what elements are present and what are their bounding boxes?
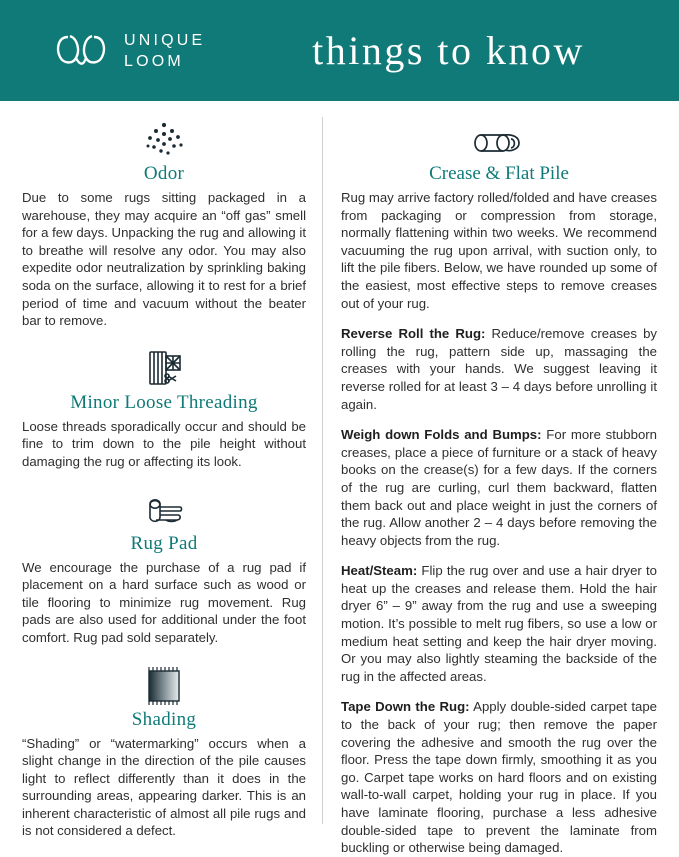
section-body: We encourage the purchase of a rug pad if placement on a hard surface such as wood or tile flooring to minimize rug movement. Rug pads are also used for additional under the foot comfort. Rug pad sold separately. — [22, 559, 306, 645]
brand-line-2: LOOM — [124, 52, 184, 70]
content-area — [0, 101, 679, 856]
section-title: Shading — [131, 708, 197, 730]
right-column — [323, 115, 657, 856]
step-tape-down — [341, 698, 657, 856]
rolled-rug-icon — [341, 115, 657, 161]
step-reverse-roll — [341, 325, 657, 413]
page-header — [0, 0, 679, 101]
step-label: Tape Down the Rug: — [341, 699, 470, 715]
odor-dots-icon — [22, 115, 306, 161]
section-rug-pad — [22, 485, 306, 647]
section-title: Minor Loose Threading — [70, 391, 258, 413]
right-section-title: Crease & Flat Pile — [429, 163, 569, 184]
section-body: Loose threads sporadically occur and should be fine to trim down to the pile height without damaging the rug or affecting its look. — [22, 418, 306, 469]
section-body: “Shading” or “watermarking” occurs when a slight change in the direction of the pile causes light to reflect differently than it does in the surrounding areas, appearing darker. This is an inherent characteristic of almost all pile rugs and is not considered a defect. — [22, 735, 306, 839]
brand-line-1: UNIQUE — [124, 31, 206, 49]
page-title: things to know — [312, 28, 585, 73]
unique-loom-infinity-logo-icon — [54, 29, 112, 73]
step-label: Weigh down Folds and Bumps: — [341, 427, 542, 443]
section-body: Due to some rugs sitting packaged in a warehouse, they may acquire an “off gas” smell for a few days. Unpacking the rug and allowing it to breathe will resolve any odor. You may also expedite odor neutralization by sprinkling baking soda on the surface, allowing it to rest for a brief period of time and vacuum without the beater bar to remove. — [22, 190, 306, 329]
section-title: Rug Pad — [130, 532, 198, 554]
step-weigh-down — [341, 426, 657, 549]
step-heat-steam — [341, 562, 657, 685]
section-odor — [22, 115, 306, 330]
section-shading — [22, 661, 306, 841]
left-column — [22, 115, 322, 839]
step-text: Apply double-sided carpet tape to the back of your rug; then remove the paper covering the adhesive and smooth the rug over the floor. Press the tape down firmly, smoothing it as you go. Carpet tape works on hard floors and on existing wall-to-wall carpet, holding your rug in place. If you have laminate flooring, purchase a less adhesive double-sided tape to prevent the laminate from buckling or otherwise being damaged. — [341, 699, 657, 856]
step-text: For more stubborn creases, place a piece of furniture or a stack of heavy books on the crease(s) for a few days. If the corners of the rug are curling, curl them backward, flatten them back out and place weight in just the corners of the rug. Allow another 2 – 4 days before removing the heavy objects from the rug. — [341, 427, 657, 548]
shading-rug-icon — [22, 661, 306, 707]
brand-lockup — [24, 29, 262, 73]
brand-wordmark — [124, 30, 205, 72]
loose-threading-scissors-icon — [22, 344, 306, 390]
step-text: Reduce/remove creases by rolling the rug, pattern side up, massaging the creases with your hands. We suggest leaving it reverse rolled for at least 3 – 4 days before unrolling it again. — [341, 326, 657, 412]
step-label: Heat/Steam: — [341, 563, 418, 579]
step-label: Reverse Roll the Rug: — [341, 326, 486, 342]
section-minor-loose-threading — [22, 344, 306, 471]
rug-pad-roll-icon — [22, 485, 306, 531]
step-text: Flip the rug over and use a hair dryer to heat up the creases and release them. Hold the hair dryer 6” – 9” away from the rug and use a sweeping motion. It’s possible to melt rug fibers, so use a low or medium heat setting and keep the hair dryer moving. Or you may also lightly steaming the backside of the rug in the affected areas. — [341, 563, 657, 684]
section-title: Odor — [143, 163, 185, 184]
right-intro-paragraph: Rug may arrive factory rolled/folded and have creases from packaging or compression from storage, normally flattening within two weeks. We recommend vacuuming the rug upon arrival, with suction only, to lift the pile fibers. Below, we have rounded up some of the easiest, most effective steps to remove creases out of your rug. — [341, 190, 657, 311]
